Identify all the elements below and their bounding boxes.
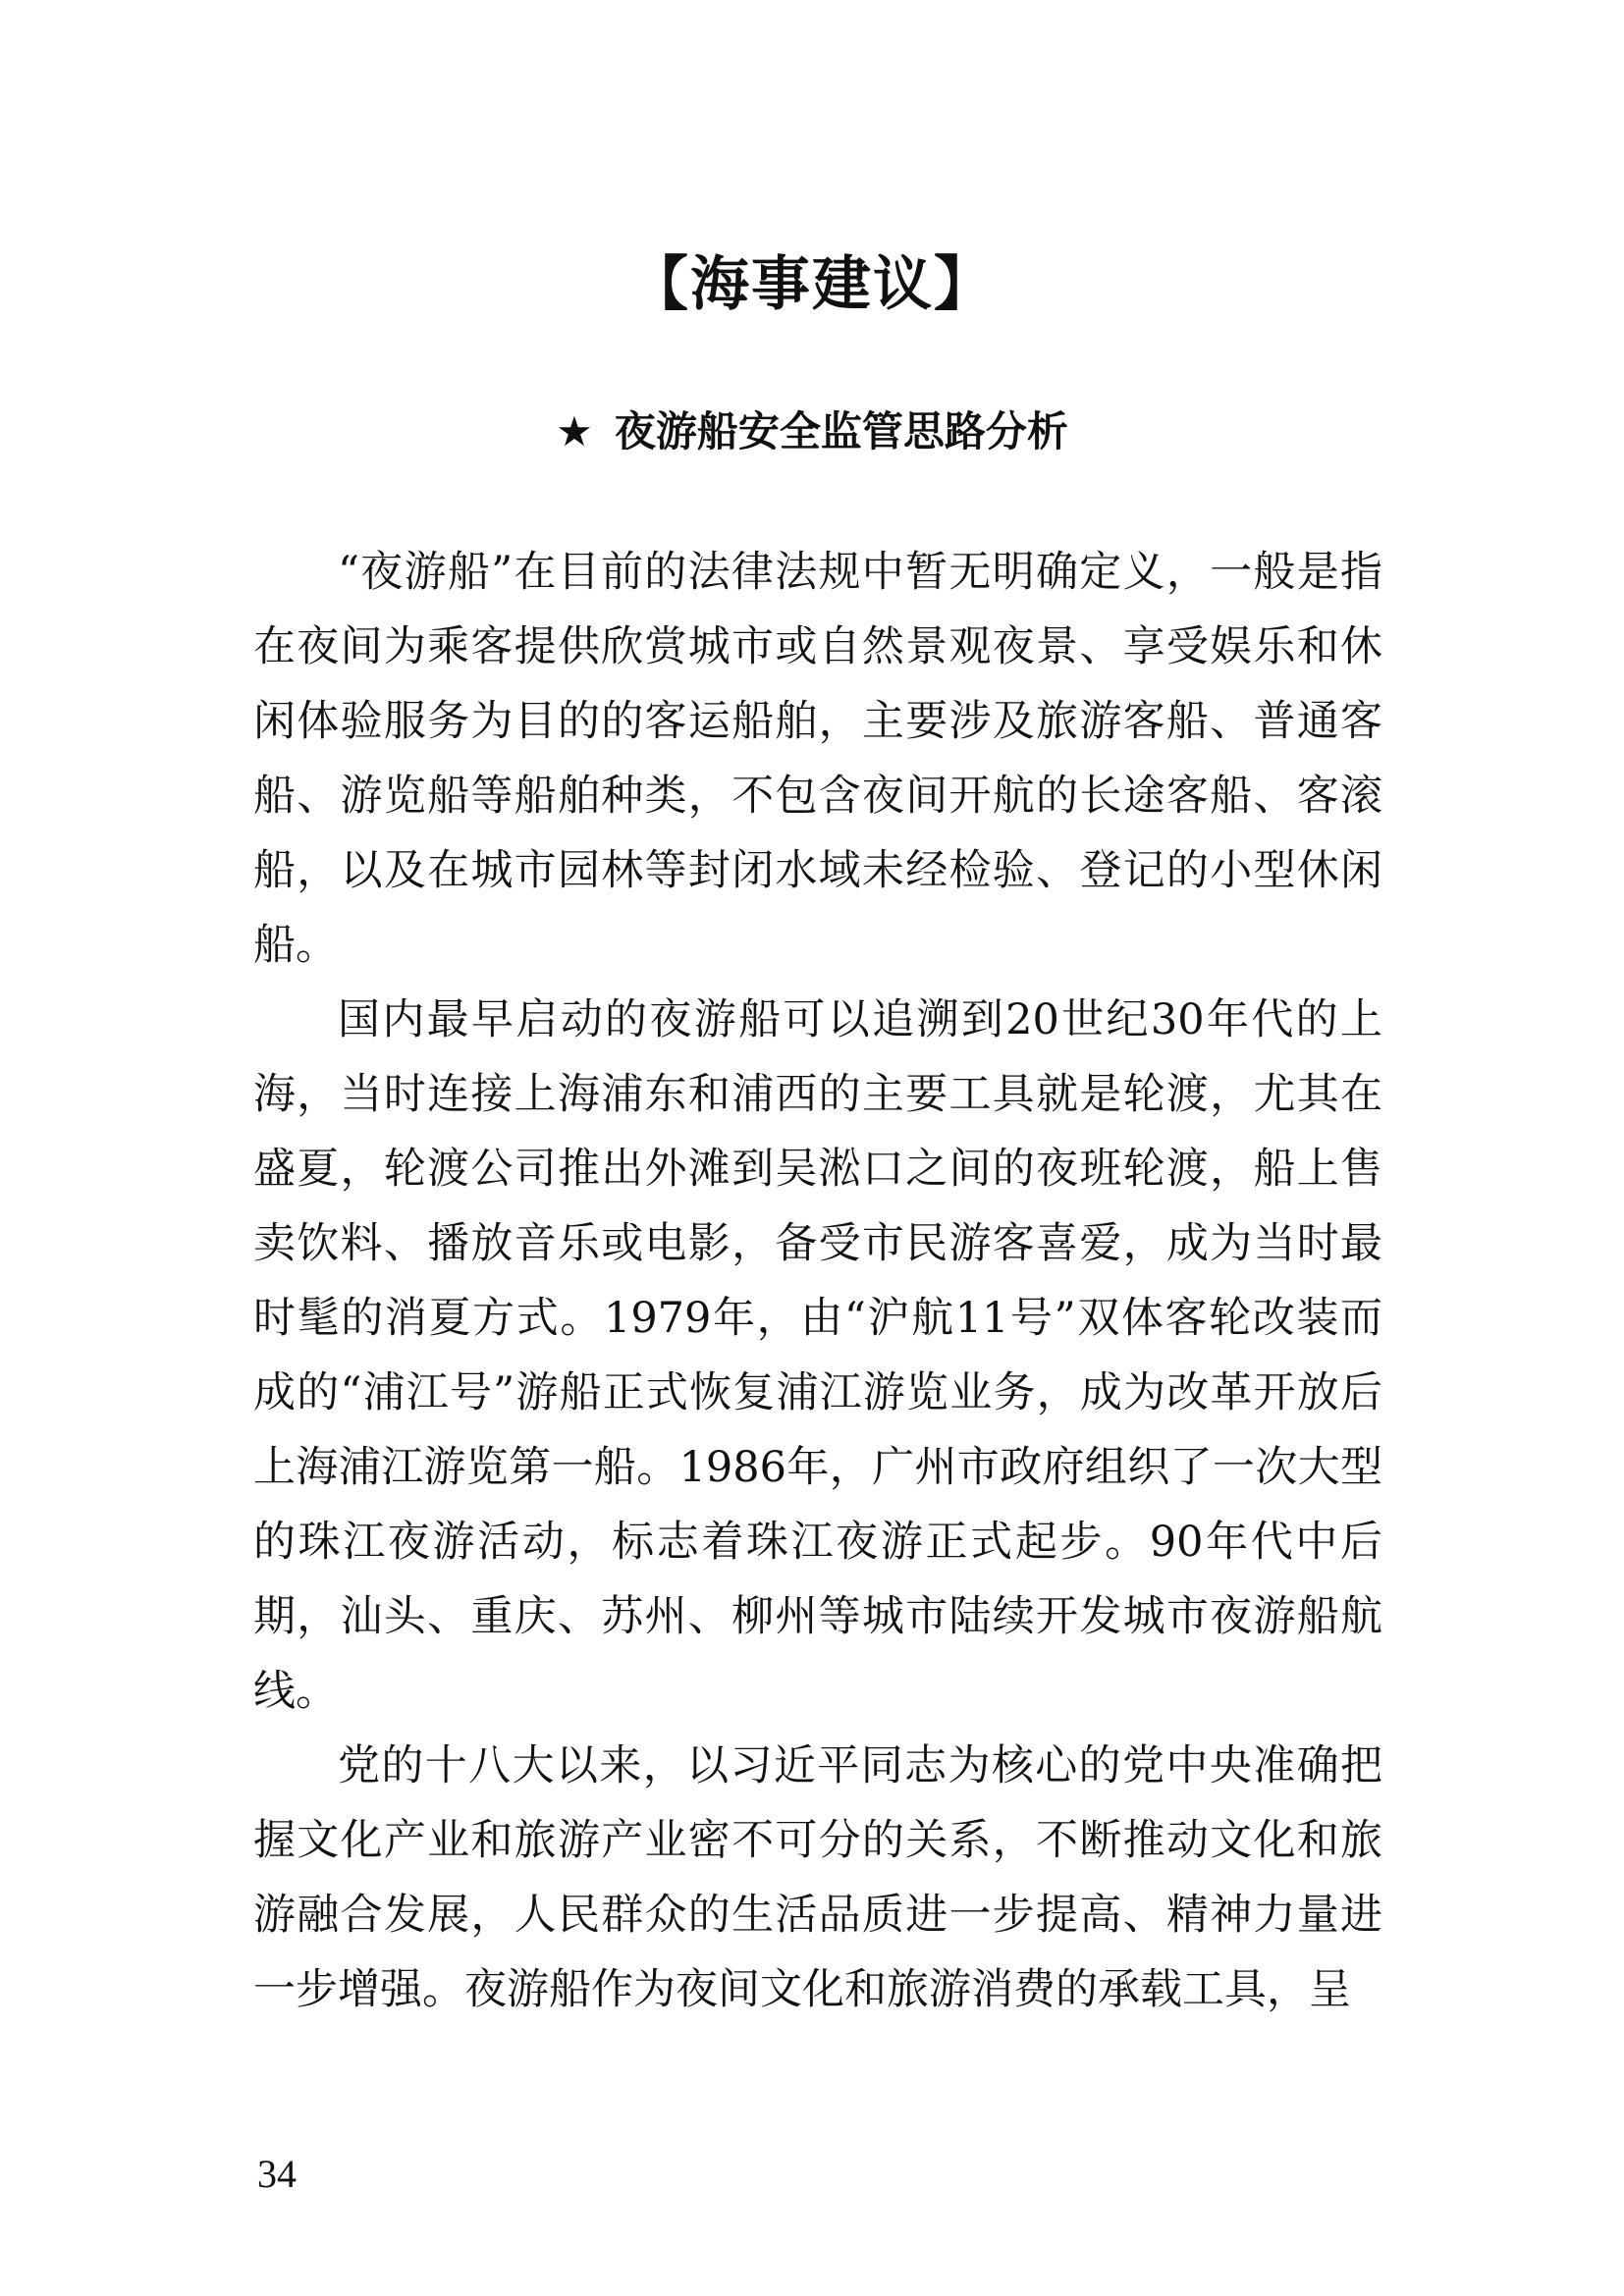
page-title: 【海事建议】 — [629, 250, 995, 319]
page-number: 34 — [257, 2152, 297, 2196]
paragraph: 国内最早启动的夜游船可以追溯到20世纪30年代的上海，当时连接上海浦东和浦西的主要工具就是轮渡，尤其在盛夏，轮渡公司推出外滩到吴淞口之间的夜班轮渡，船上售卖饮料、播放音乐或电影，备受市民游客喜爱，成为当时最时髦的消夏方式。1979年，由“沪航11号”双体客轮改装而成的“浦江号”游船正式恢复浦江游览业务，成为改革开放后上海浦江游览第一船。1986年，广州市政府组织了一次大型的珠江夜游活动，标志着珠江夜游正式起步。90年代中后期，汕头、重庆、苏州、柳州等城市陆续开发城市夜游船航线。 — [253, 995, 1382, 1716]
body-text — [253, 535, 1382, 2027]
star-icon: ★ — [556, 407, 593, 455]
paragraph: “夜游船”在目前的法律法规中暂无明确定义，一般是指在夜间为乘客提供欣赏城市或自然景观夜景、享受娱乐和休闲体验服务为目的的客运船舶，主要涉及旅游客船、普通客船、游览船等船舶种类，不包含夜间开航的长途客船、客滚船，以及在城市园林等封闭水域未经检验、登记的小型休闲船。 — [253, 548, 1382, 970]
section-heading — [0, 398, 1624, 466]
paragraph: 党的十八大以来，以习近平同志为核心的党中央准确把握文化产业和旅游产业密不可分的关系，不断推动文化和旅游融合发展，人民群众的生活品质进一步提高、精神力量进一步增强。夜游船作为夜间文化和旅游消费的承载工具，呈 — [253, 1741, 1382, 2014]
section-heading-text: 夜游船安全监管思路分析 — [614, 407, 1068, 455]
